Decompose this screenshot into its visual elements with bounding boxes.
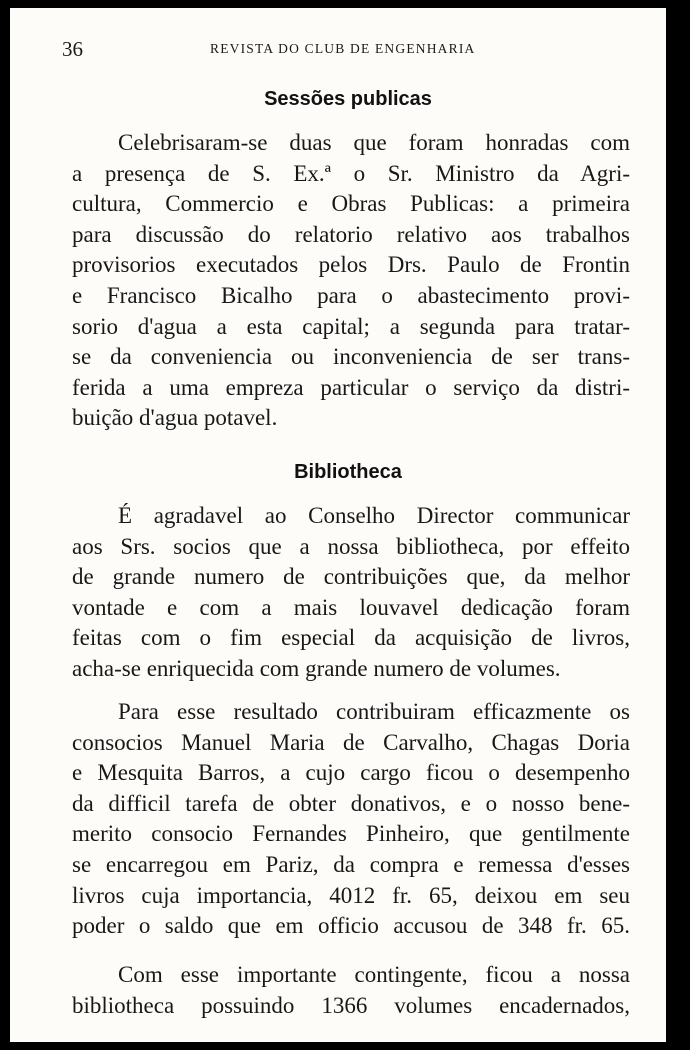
paragraph-bibliotheca-2 <box>72 697 630 942</box>
text-line: e Francisco Bicalho para o abastecimento provi- <box>72 282 630 308</box>
text-line: se da conveniencia ou inconveniencia de ser trans- <box>72 344 630 370</box>
text-line: Para esse resultado contribuiram efficazmente os <box>118 699 630 724</box>
text-line: feitas com o fim especial da acquisição de livros, <box>72 625 630 651</box>
book-page <box>10 8 680 1042</box>
text-line: para discussão do relatorio relativo aos trabalhos <box>72 221 630 247</box>
text-line: se encarregou em Pariz, da compra e remessa d'esses <box>72 851 630 877</box>
text-line: poder o saldo que em officio accusou de 348 fr. 65. <box>72 913 630 939</box>
text-line: Com esse importante contingente, ficou a nossa <box>118 962 630 987</box>
text-line: ferida a uma empreza particular o serviço da distri- <box>72 374 630 400</box>
text-line: bibliotheca possuindo 1366 volumes encadernados, <box>72 992 630 1018</box>
text-line: cultura, Commercio e Obras Publicas: a primeira <box>72 191 630 217</box>
running-head <box>62 36 632 62</box>
text-line: É agradavel ao Conselho Director communicar <box>118 503 630 528</box>
text-line: buição d'agua potavel. <box>72 405 278 431</box>
section-heading-sessoes: Sessões publicas <box>264 88 432 110</box>
text-line: vontade e com a mais louvavel dedicação foram <box>72 594 630 620</box>
page-edge-shadow <box>666 8 680 1042</box>
text-line: sorio d'agua a esta capital; a segunda para tratar- <box>72 313 630 339</box>
text-line: acha-se enriquecida com grande numero de volumes. <box>72 655 561 681</box>
paragraph-bibliotheca-1 <box>72 501 630 685</box>
text-line: livros cuja importancia, 4012 fr. 65, deixou em seu <box>72 882 630 908</box>
text-line: e Mesquita Barros, a cujo cargo ficou o desempenho <box>72 760 630 786</box>
paragraph-bibliotheca-3 <box>72 960 630 1021</box>
text-line: Celebrisaram-se duas que foram honradas com <box>118 130 630 155</box>
text-line: da difficil tarefa de obter donativos, e o nosso bene- <box>72 790 630 816</box>
paragraph-sessoes <box>72 128 630 434</box>
text-line: consocios Manuel Maria de Carvalho, Chagas Doria <box>72 729 630 755</box>
text-line: aos Srs. socios que a nossa bibliotheca, por effeito <box>72 533 630 559</box>
text-line: provisorios executados pelos Drs. Paulo de Frontin <box>72 252 630 278</box>
journal-title: REVISTA DO CLUB DE ENGENHARIA <box>210 41 476 56</box>
text-line: de grande numero de contribuições que, da melhor <box>72 564 630 590</box>
text-line: a presença de S. Ex.ª o Sr. Ministro da Agri- <box>72 160 630 186</box>
section-heading-bibliotheca: Bibliotheca <box>294 461 402 483</box>
text-line: merito consocio Fernandes Pinheiro, que gentilmente <box>72 821 630 847</box>
page-number: 36 <box>62 37 83 61</box>
